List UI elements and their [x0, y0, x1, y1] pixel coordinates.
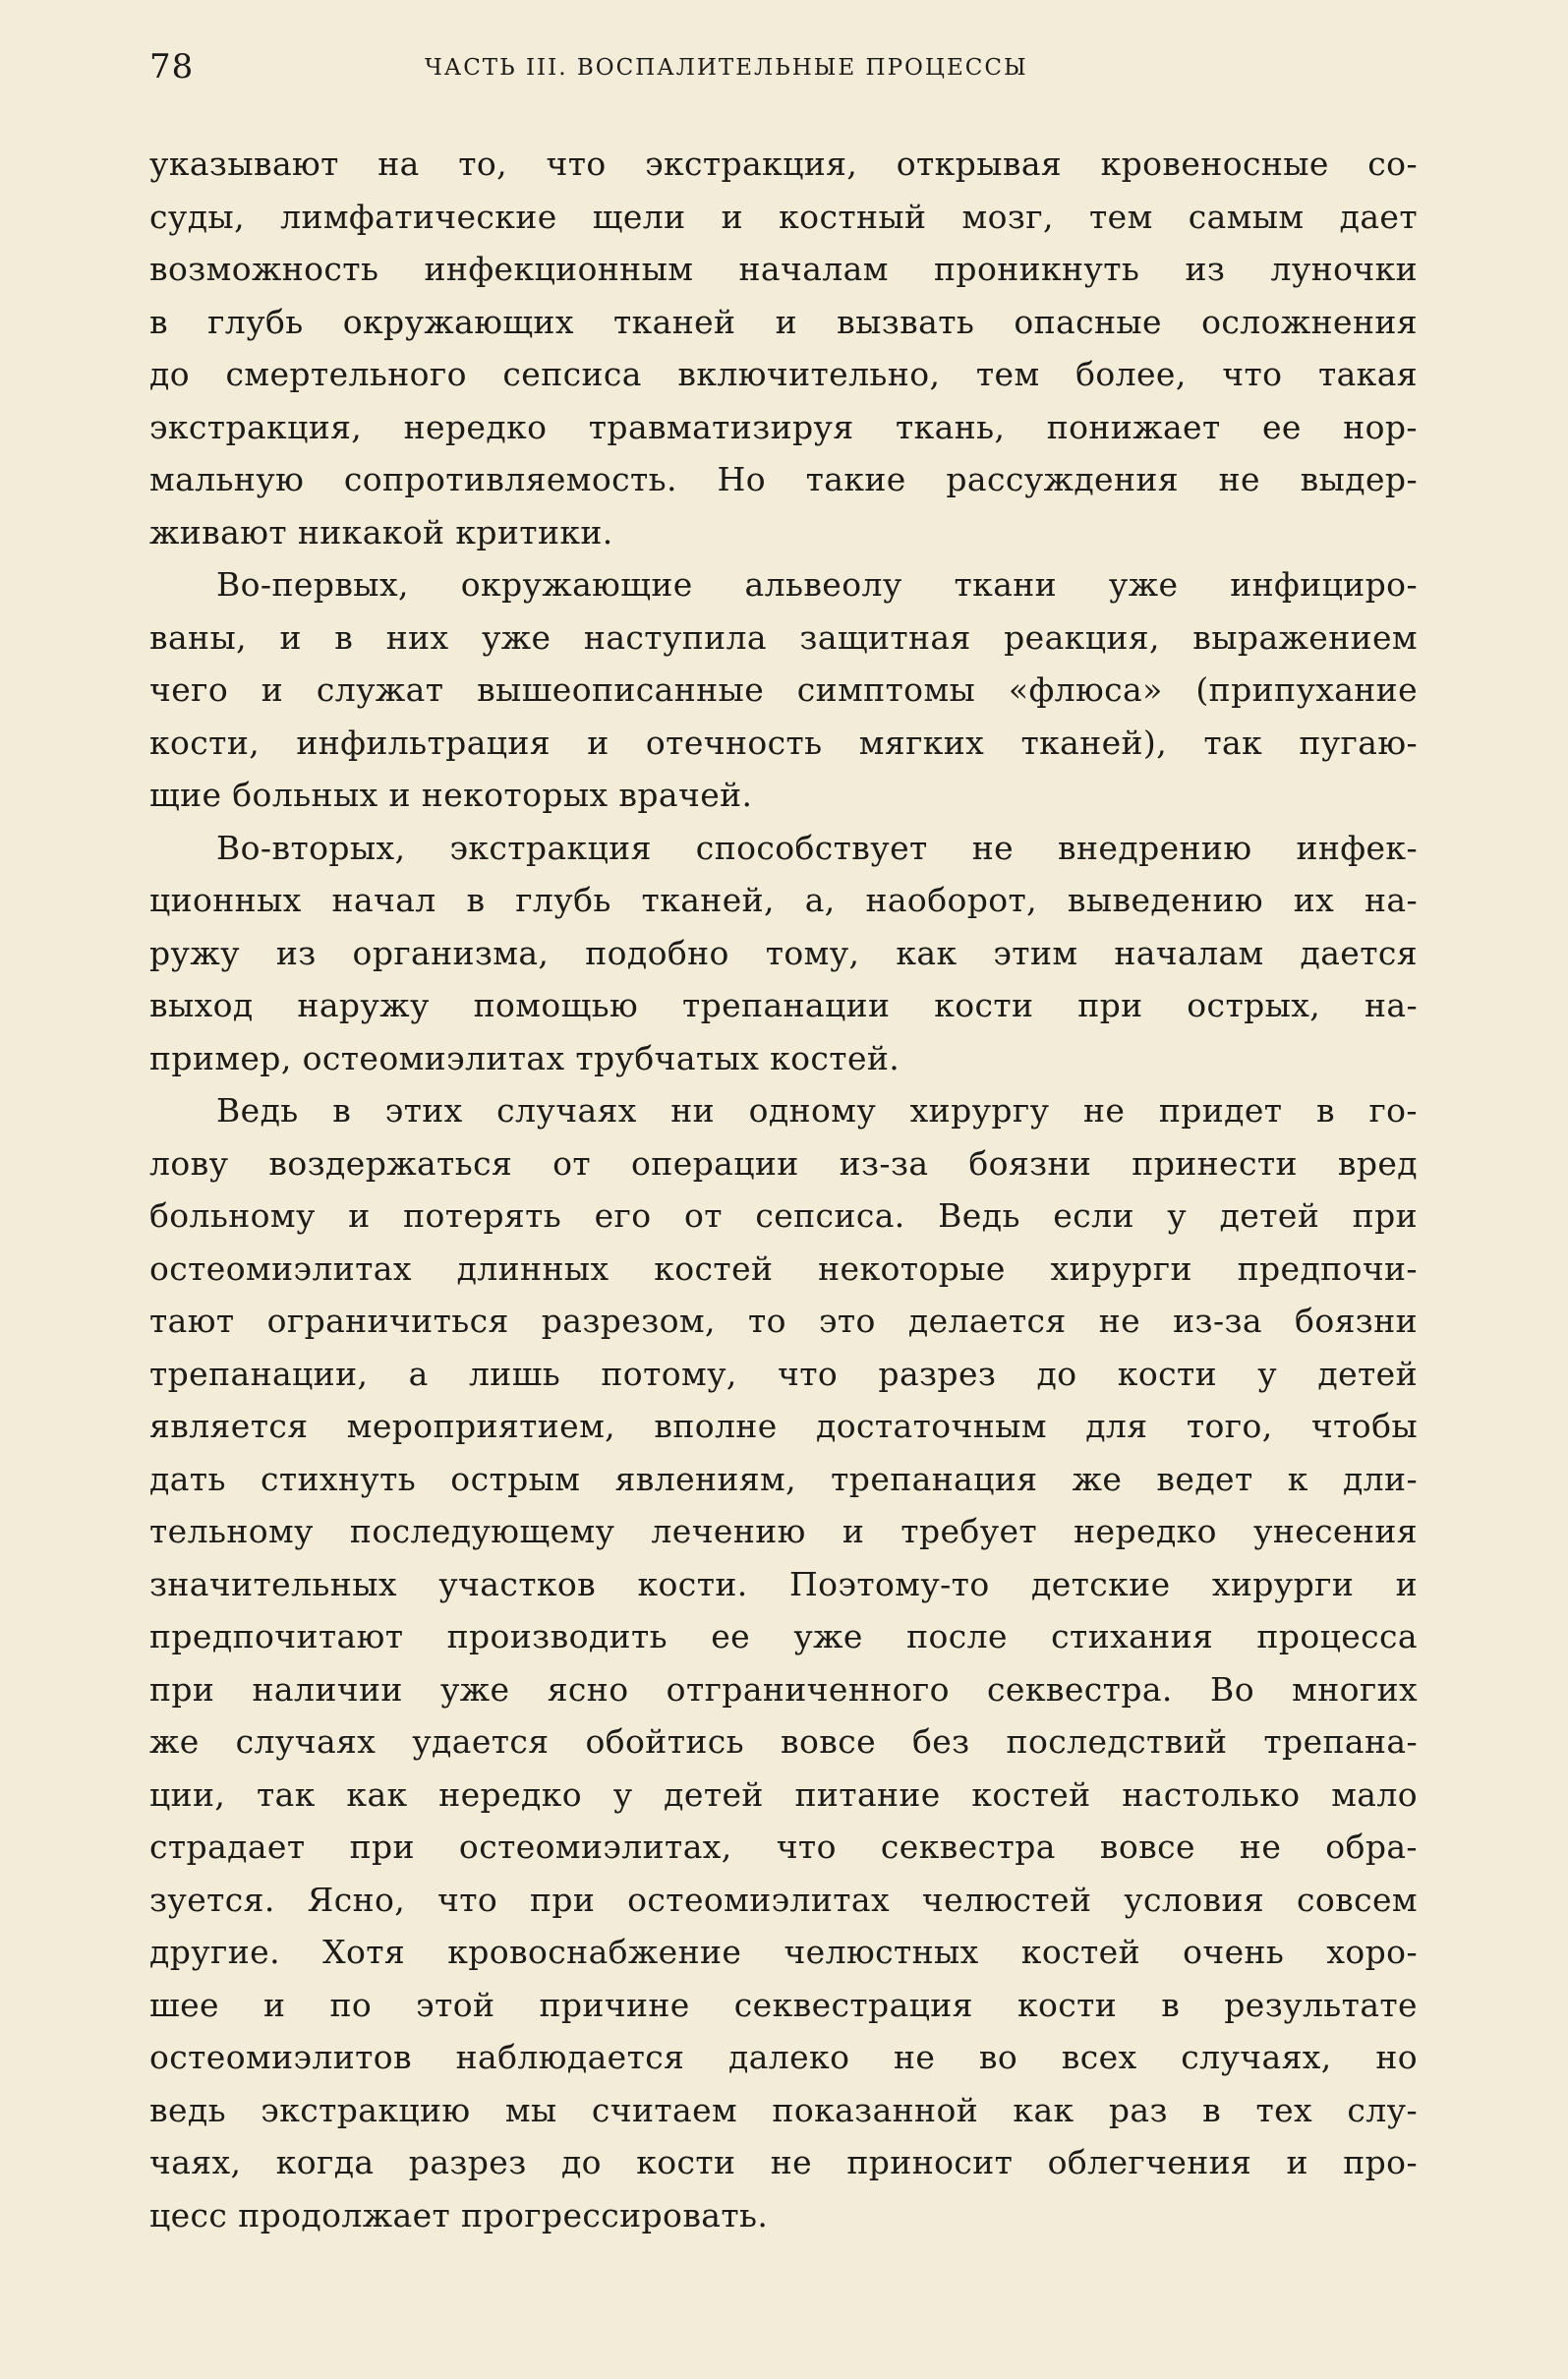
text-line: лову воздержаться от операции из-за боязни принести вред [149, 1143, 1418, 1183]
page-header [149, 47, 1418, 96]
text-line: пример, остеомиэлитах трубчатых костей. [149, 1038, 900, 1077]
text-line: до смертельного сепсиса включительно, тем более, что такая [149, 355, 1418, 393]
text-line: ции, так как нередко у детей питание костей настолько мало [149, 1774, 1418, 1814]
paragraph [149, 1084, 1418, 2241]
text-line: ружу из организма, подобно тому, как этим началам дается [149, 933, 1418, 972]
text-line: больному и потерять его от сепсиса. Ведь если у детей при [149, 1196, 1418, 1235]
text-line: при наличии уже ясно отграниченного секвестра. Во многих [149, 1669, 1418, 1709]
body-text [149, 138, 1418, 2241]
text-line: трепанации, а лишь потому, что разрез до кости у детей [149, 1354, 1418, 1393]
text-line: указывают на то, что экстракция, открывая кровеносные со- [149, 145, 1418, 183]
paragraph [149, 822, 1418, 1085]
text-line: Ведь в этих случаях ни одному хирургу не придет в го- [216, 1091, 1418, 1130]
text-line: зуется. Ясно, что при остеомиэлитах челюстей условия совсем [149, 1880, 1418, 1919]
text-line: суды, лимфатические щели и костный мозг, тем самым дает [149, 197, 1418, 236]
text-line: предпочитают производить ее уже после стихания процесса [149, 1617, 1418, 1655]
text-line: шее и по этой причине секвестрация кости в результате [149, 1985, 1418, 2024]
text-line: дать стихнуть острым явлениям, трепанация же ведет к дли- [149, 1459, 1418, 1498]
paragraph [149, 138, 1418, 558]
text-line: другие. Хотя кровоснабжение челюстных костей очень хоро- [149, 1933, 1418, 1971]
paragraph [149, 558, 1418, 822]
text-line: чаях, когда разрез до кости не приносит облегчения и про- [149, 2143, 1418, 2181]
text-line: в глубь окружающих тканей и вызвать опасные осложнения [149, 302, 1418, 341]
text-line: остеомиэлитов наблюдается далеко не во всех случаях, но [149, 2038, 1418, 2076]
text-line: тают ограничиться разрезом, то это делается не из-за боязни [149, 1302, 1418, 1340]
text-line: тельному последующему лечению и требует нередко унесения [149, 1512, 1418, 1550]
text-line: ционных начал в глубь тканей, а, наоборот, выведению их на- [149, 881, 1418, 919]
text-line: Во-вторых, экстракция способствует не внедрению инфек- [216, 828, 1418, 867]
text-line: значительных участков кости. Поэтому-то детские хирурги и [149, 1564, 1418, 1603]
text-line: мальную сопротивляемость. Но такие рассуждения не выдер- [149, 460, 1418, 498]
text-line: ваны, и в них уже наступила защитная реакция, выражением [149, 617, 1418, 657]
page-number: 78 [149, 47, 195, 87]
text-line: щие больных и некоторых врачей. [149, 776, 753, 814]
text-line: является мероприятием, вполне достаточным для того, чтобы [149, 1407, 1418, 1445]
text-line: выход наружу помощью трепанации кости при острых, на- [149, 986, 1418, 1024]
running-head: ЧАСТЬ III. ВОСПАЛИТЕЛЬНЫЕ ПРОЦЕССЫ [425, 55, 1028, 81]
text-line: живают никакой критики. [149, 512, 613, 551]
text-line: ведь экстракцию мы считаем показанной как раз в тех слу- [149, 2090, 1418, 2129]
text-line: страдает при остеомиэлитах, что секвестра вовсе не обра- [149, 1828, 1418, 1866]
text-line: чего и служат вышеописанные симптомы «флюса» (припухание [149, 670, 1418, 709]
text-line: же случаях удается обойтись вовсе без последствий трепана- [149, 1722, 1418, 1761]
text-line: Во-первых, окружающие альвеолу ткани уже инфициро- [216, 565, 1418, 604]
text-line: цесс продолжает прогрессировать. [149, 2195, 769, 2234]
text-line: остеомиэлитах длинных костей некоторые хирурги предпочи- [149, 1248, 1418, 1288]
text-line: возможность инфекционным началам проникнуть из луночки [149, 250, 1418, 288]
text-line: кости, инфильтрация и отечность мягких тканей), так пугаю- [149, 723, 1418, 762]
text-line: экстракция, нередко травматизируя ткань, понижает ее нор- [149, 407, 1418, 446]
